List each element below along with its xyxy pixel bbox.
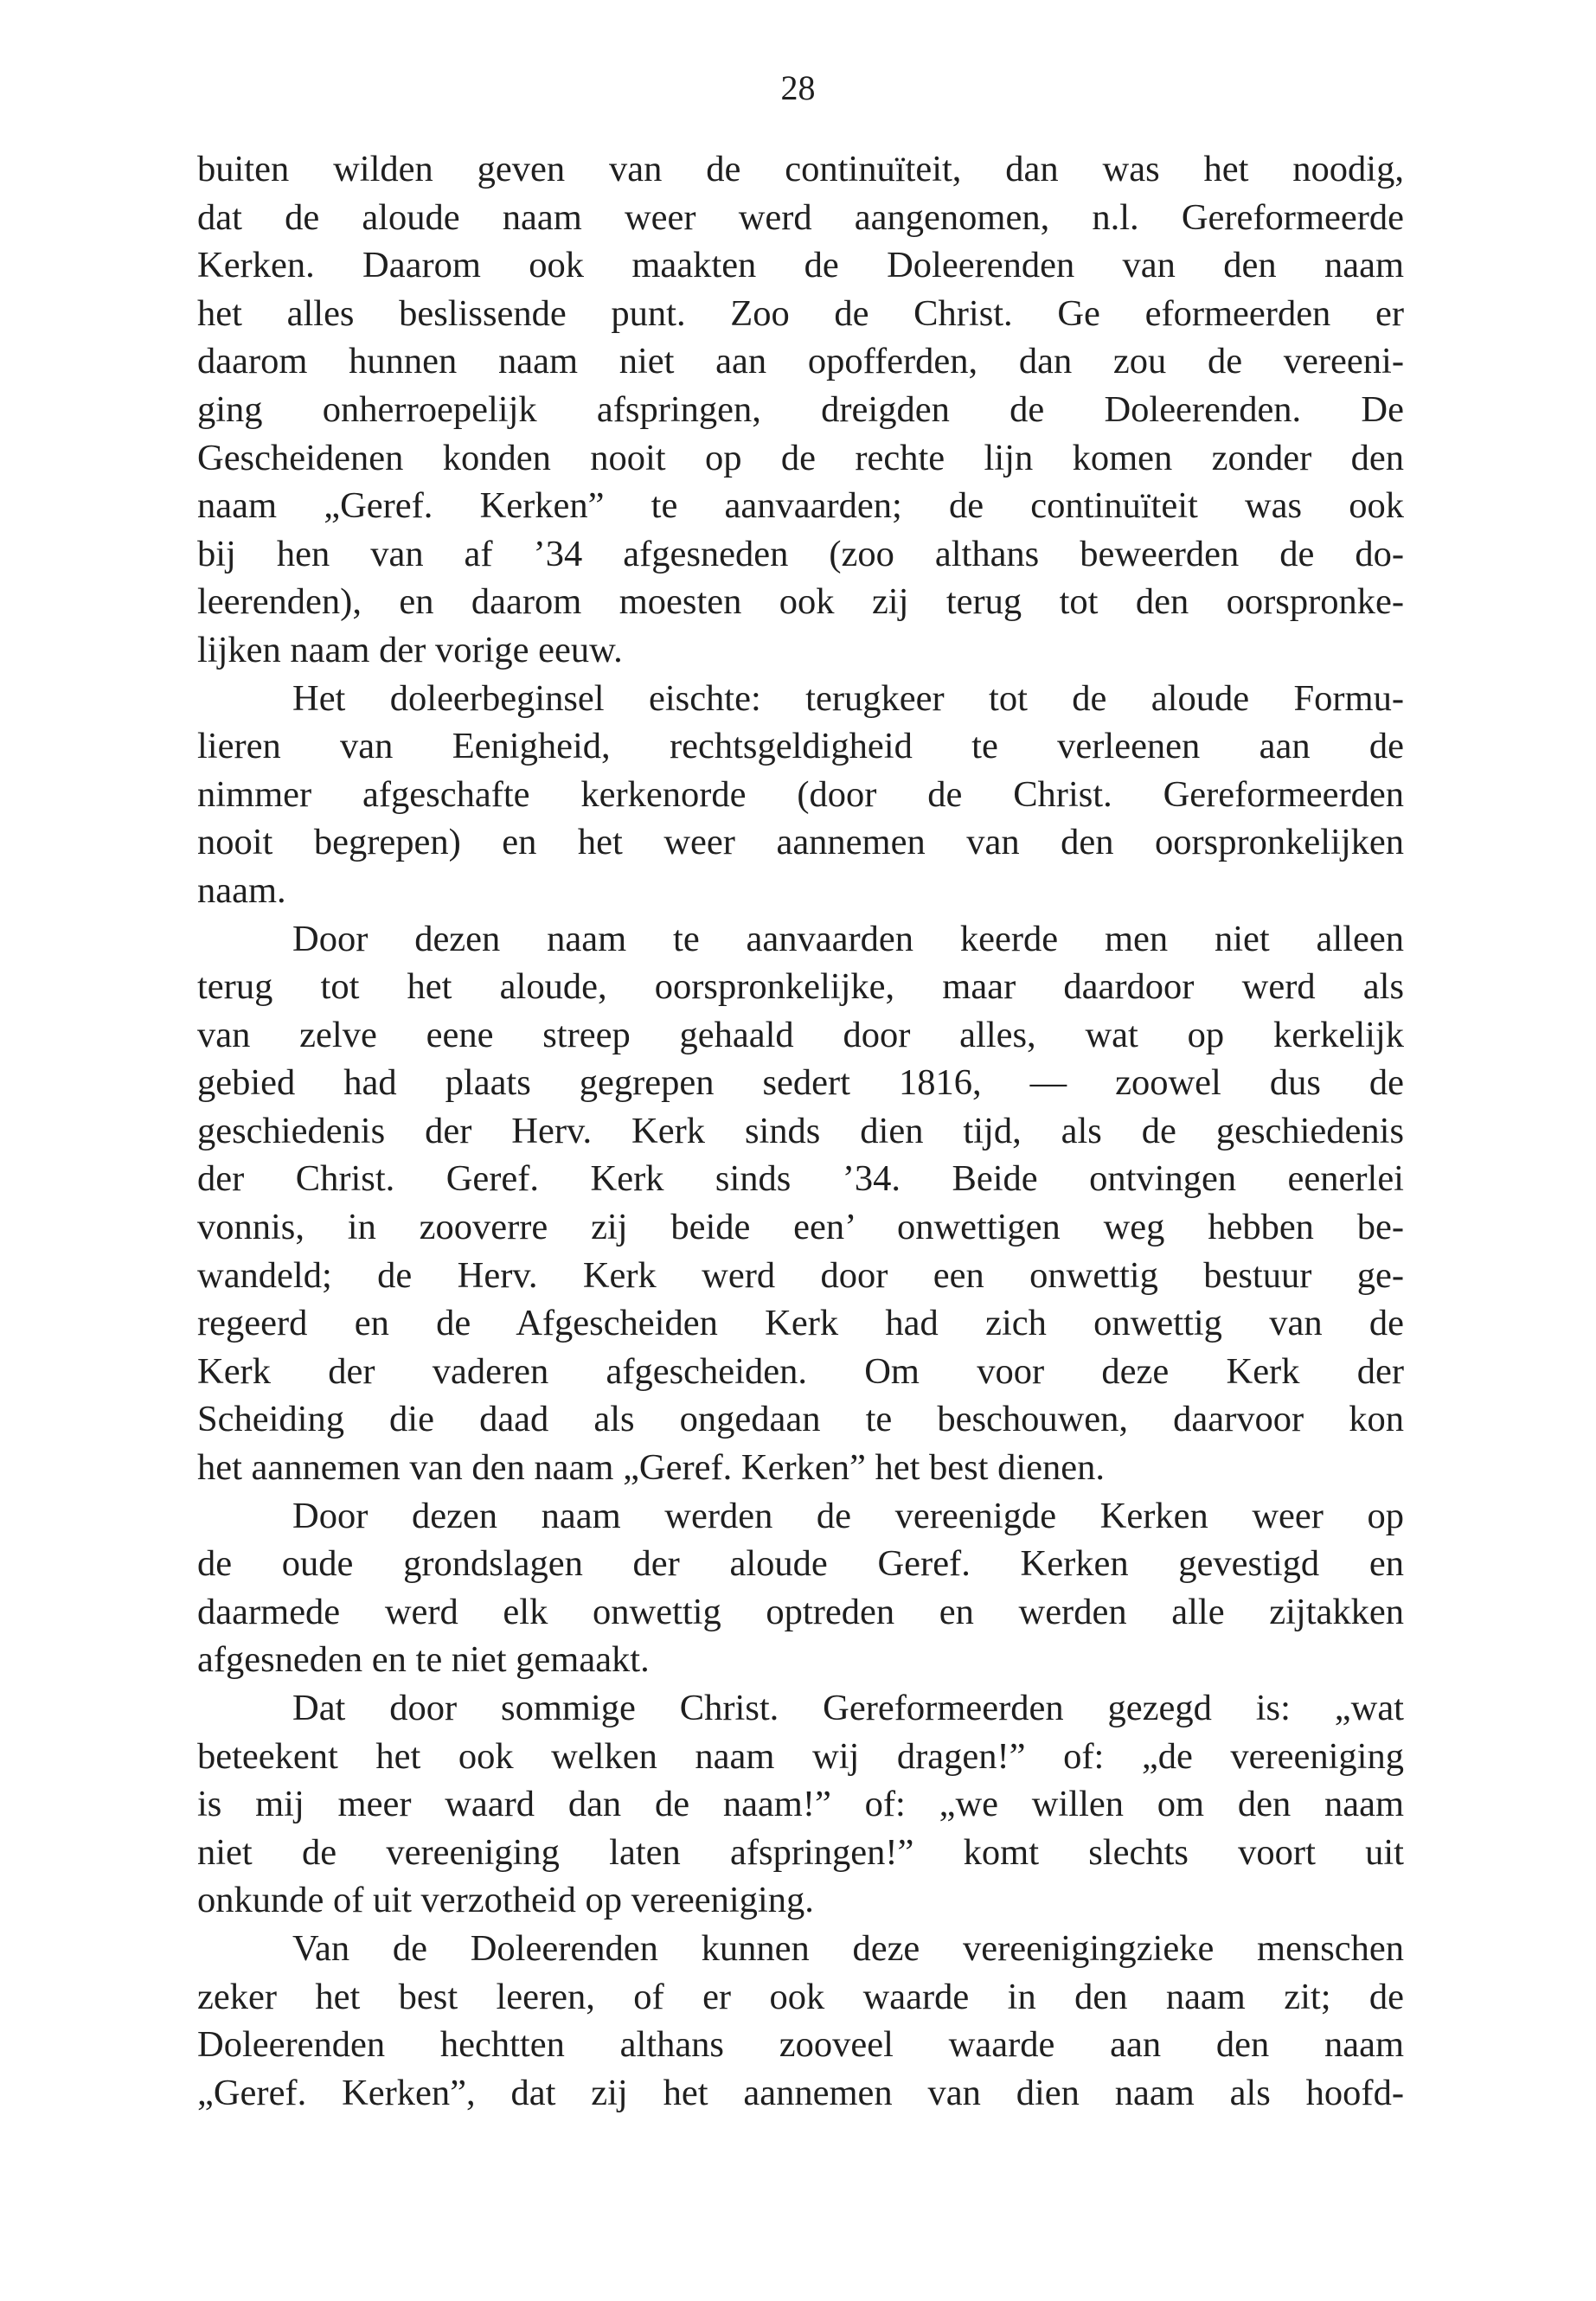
text-line: beteekent het ook welken naam wij dragen!” of: „de vereeniging	[197, 1735, 1404, 1777]
text-line: buiten wilden geven van de continuïteit, dan was het noodig,	[197, 149, 1404, 189]
text-line: Dat door sommige Christ. Gereformeerden gezegd is: „wat	[292, 1688, 1404, 1728]
page-number: 28	[780, 68, 816, 107]
text-line: Door dezen naam werden de vereenigde Kerken weer op	[292, 1495, 1404, 1536]
text-line: Doleerenden hechtten althans zooveel waarde aan den naam	[197, 2024, 1404, 2066]
text-line: dat de aloude naam weer werd aangenomen, n.l. Gereformeerde	[197, 196, 1404, 238]
text-line: Scheiding die daad als ongedaan te beschouwen, daarvoor kon	[197, 1399, 1404, 1440]
text-line: geschiedenis der Herv. Kerk sinds dien tijd, als de geschiedenis	[197, 1110, 1404, 1151]
text-line: regeerd en de Afgescheiden Kerk had zich onwettig van de	[197, 1303, 1404, 1344]
text-line: de oude grondslagen der aloude Geref. Kerken gevestigd en	[197, 1543, 1404, 1585]
text-line: Kerk der vaderen afgescheiden. Om voor deze Kerk der	[197, 1350, 1404, 1392]
text-line: afgesneden en te niet gemaakt.	[197, 1639, 650, 1681]
text-line: terug tot het aloude, oorspronkelijke, maar daardoor werd als	[197, 966, 1404, 1008]
text-line: het aannemen van den naam „Geref. Kerken” het best dienen.	[197, 1447, 1106, 1489]
body-text	[197, 145, 1404, 2117]
text-line: bij hen van af ’34 afgesneden (zoo althans beweerden de do-	[197, 533, 1404, 574]
text-line: vonnis, in zooverre zij beide een’ onwettigen weg hebben be-	[197, 1207, 1404, 1248]
text-line: van zelve eene streep gehaald door alles, wat op kerkelijk	[197, 1014, 1404, 1055]
text-line: zeker het best leeren, of er ook waarde in den naam zit; de	[197, 1976, 1404, 2017]
text-line: onkunde of uit verzotheid op vereeniging.	[197, 1880, 814, 1921]
text-line: naam.	[197, 869, 286, 911]
text-line: Het doleerbeginsel eischte: terugkeer tot de aloude Formu-	[292, 677, 1404, 719]
text-line: naam „Geref. Kerken” te aanvaarden; de continuïteit was ook	[197, 485, 1404, 527]
text-line: nooit begrepen) en het weer aannemen van den oorspronkelijken	[197, 822, 1404, 863]
text-line: leerenden), en daarom moesten ook zij terug tot den oorspronke-	[197, 581, 1404, 623]
text-line: is mij meer waard dan de naam!” of: „we willen om den naam	[197, 1784, 1404, 1825]
text-line: Kerken. Daarom ook maakten de Doleerenden van den naam	[197, 245, 1404, 286]
text-line: niet de vereeniging laten afspringen!” komt slechts voort uit	[197, 1831, 1404, 1873]
text-line: het alles beslissende punt. Zoo de Christ. Ge eformeerden er	[197, 292, 1404, 334]
text-line: nimmer afgeschafte kerkenorde (door de Christ. Gereformeerden	[197, 773, 1404, 815]
text-line: der Christ. Geref. Kerk sinds ’34. Beide ontvingen eenerlei	[197, 1158, 1404, 1200]
text-line: lijken naam der vorige eeuw.	[197, 629, 623, 670]
text-line: ging onherroepelijk afspringen, dreigden de Doleerenden. De	[197, 388, 1404, 430]
text-line: wandeld; de Herv. Kerk werd door een onwettig bestuur ge-	[197, 1254, 1404, 1296]
text-line: Van de Doleerenden kunnen deze vereenigingzieke menschen	[292, 1927, 1404, 1969]
text-line: daarmede werd elk onwettig optreden en werden alle zijtakken	[197, 1591, 1404, 1632]
text-line: gebied had plaats gegrepen sedert 1816, — zoowel dus de	[197, 1062, 1404, 1104]
text-line: „Geref. Kerken”, dat zij het aannemen van dien naam als hoofd-	[197, 2072, 1404, 2113]
text-line: Door dezen naam te aanvaarden keerde men niet alleen	[292, 918, 1404, 959]
text-line: Gescheidenen konden nooit op de rechte lijn komen zonder den	[197, 437, 1404, 478]
text-line: daarom hunnen naam niet aan opofferden, dan zou de vereeni-	[197, 341, 1404, 382]
text-line: lieren van Eenigheid, rechtsgeldigheid te verleenen aan de	[197, 726, 1404, 767]
